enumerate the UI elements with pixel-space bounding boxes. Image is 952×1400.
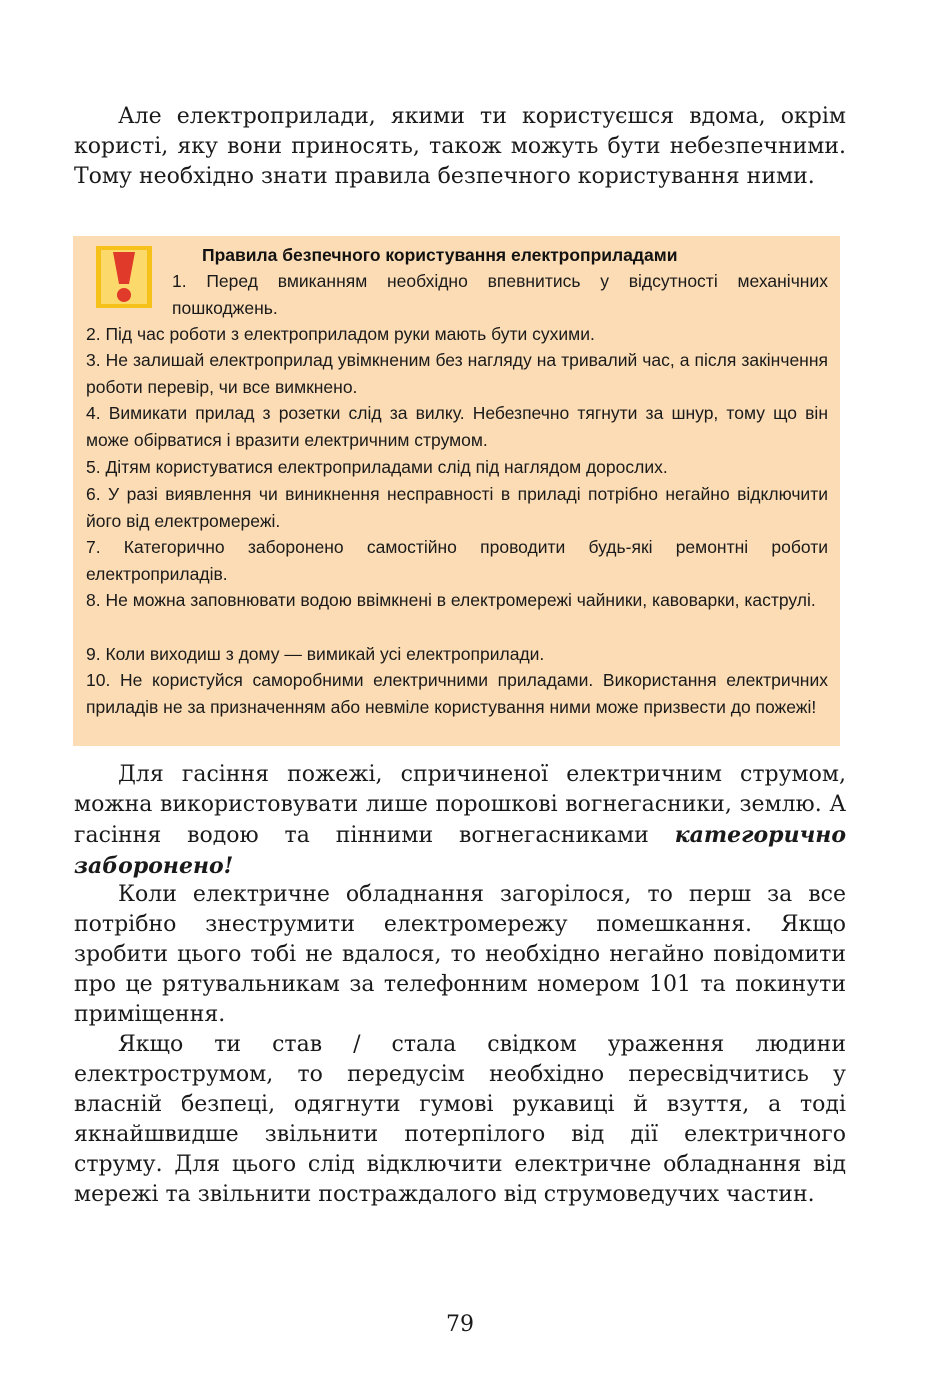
rule-item: 8. Не можна заповнювати водою ввімкнені в електромережі чайники, кавоварки, каструлі. <box>86 590 816 610</box>
rule-item: 1. Перед вмиканням необхідно впевнитись у відсутності механічних пошкоджень. <box>172 271 828 318</box>
rules-title: Правила безпечного користування електроприладами <box>202 245 678 265</box>
fire-paragraph-text: Для гасіння пожежі, спричиненої електричним струмом, можна використовувати лише порошкові вогнегасники, землю. А гасіння водою та пінними вогнегасниками <box>74 762 846 848</box>
intro-paragraph: Але електроприлади, якими ти користуєшся вдома, окрім користі, яку вони приносять, також можуть бути небезпечними. Тому необхідно знати правила безпечного користування ними. <box>74 104 846 189</box>
rule-item: 5. Дітям користуватися електроприладами слід під наглядом дорослих. <box>86 457 668 477</box>
victim-help-paragraph: Якщо ти став / стала свідком ураження людини електрострумом, то передусім необхідно пересвідчитись у власній безпеці, одягнути гумові рукавиці й взуття, а тоді якнайшвидше звільнити потерпілого від дії електричного струму. Для цього слід відключити електричне обладнання від мережі та звільнити постраждалого від струмоведучих частин. <box>74 1032 846 1207</box>
rule-item: 10. Не користуйся саморобними електричними приладами. Використання електричних приладів не за призначенням або невміле користування ними може призвести до пожежі! <box>86 670 828 717</box>
page-number: 79 <box>446 1312 474 1337</box>
rule-item: 9. Коли виходиш з дому — вимикай усі електроприлади. <box>86 644 545 664</box>
rule-item: 6. У разі виявлення чи виникнення несправності в приладі потрібно негайно відключити його від електромережі. <box>86 484 828 531</box>
rule-item: 2. Під час роботи з електроприладом руки мають бути сухими. <box>86 324 595 344</box>
equipment-fire-paragraph: Коли електричне обладнання загорілося, то перш за все потрібно знеструмити електромережу помешкання. Якщо зробити цього тобі не вдалося, то необхідно негайно повідомити про це рятувальникам за телефонним номером 101 та покинути приміщення. <box>74 882 846 1027</box>
rule-item: 3. Не залишай електроприлад увімкненим без нагляду на тривалий час, а після закінчення роботи перевір, чи все вимкнено. <box>86 350 828 397</box>
exclamation-warning-icon <box>96 246 152 308</box>
rule-item: 7. Категорично заборонено самостійно проводити будь-які ремонтні роботи електроприладів. <box>86 537 828 584</box>
prohibition-emphasis: категорично заборонено! <box>74 822 847 879</box>
rule-item: 4. Вимикати прилад з розетки слід за вилку. Небезпечно тягнути за шнур, тому що він може обірватися і вразити електричним струмом. <box>86 403 828 450</box>
fire-extinguishing-paragraph <box>74 760 846 882</box>
